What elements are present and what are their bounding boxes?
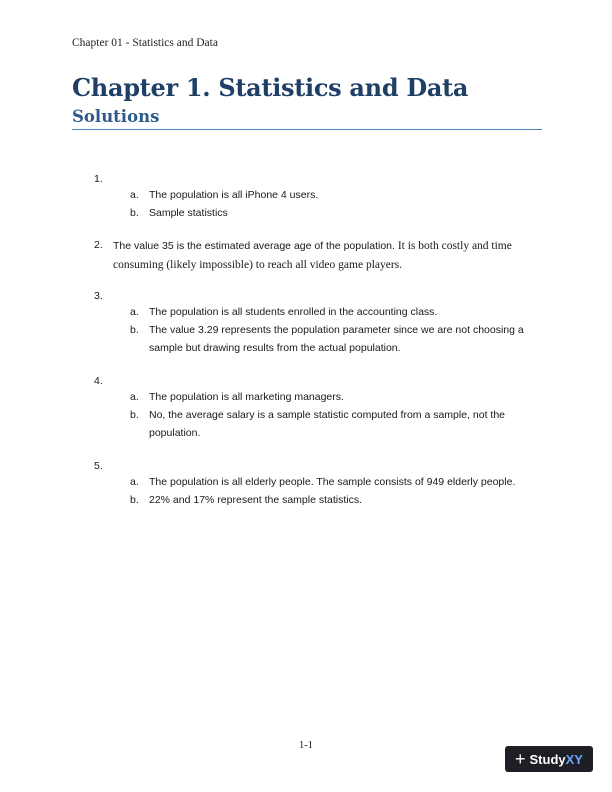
answer-text-serif: It is both costly and time consuming (likely impossible) to reach all video game players. xyxy=(113,240,512,271)
answer-text: 22% and 17% represent the sample statistics. xyxy=(149,494,363,506)
title-divider xyxy=(72,129,542,130)
answer-text: Sample statistics xyxy=(149,207,228,219)
question-number: 4. xyxy=(94,375,103,387)
studyxy-badge[interactable] xyxy=(505,746,593,772)
answer-text: No, the average salary is a sample statistic computed from a sample, not the population. xyxy=(149,409,506,439)
answer-letter: a. xyxy=(130,306,139,318)
answer-letter: b. xyxy=(130,324,139,336)
badge-text-study: Study xyxy=(529,751,566,767)
answer-text: The population is all elderly people. The sample consists of 949 elderly people. xyxy=(149,476,516,488)
chapter-subtitle: Solutions xyxy=(72,107,160,126)
page-number: 1-1 xyxy=(299,740,313,751)
badge-text-xy: XY xyxy=(565,751,583,767)
answer-letter: b. xyxy=(130,409,139,421)
question-number: 3. xyxy=(94,290,103,302)
answer-text: The population is all students enrolled in the accounting class. xyxy=(149,306,438,318)
answer-letter: a. xyxy=(130,189,139,201)
question-number: 1. xyxy=(94,173,103,185)
answer-text: The value 3.29 represents the population parameter since we are not choosing a sample but drawing results from the actual population. xyxy=(149,324,524,354)
running-header: Chapter 01 - Statistics and Data xyxy=(72,37,218,49)
answer-text: The population is all marketing managers. xyxy=(149,391,344,403)
answer-text xyxy=(113,236,543,274)
chapter-title: Chapter 1. Statistics and Data xyxy=(72,73,469,102)
answer-text-sans: The value 35 is the estimated average age of the population. xyxy=(113,240,395,252)
answer-letter: b. xyxy=(130,207,139,219)
answer-letter: a. xyxy=(130,476,139,488)
question-number: 5. xyxy=(94,460,103,472)
answer-text: The population is all iPhone 4 users. xyxy=(149,189,319,201)
answer-letter: b. xyxy=(130,494,139,506)
plus-icon: + xyxy=(515,749,526,769)
question-number: 2. xyxy=(94,239,103,251)
title-block xyxy=(72,72,542,128)
answer-letter: a. xyxy=(130,391,139,403)
